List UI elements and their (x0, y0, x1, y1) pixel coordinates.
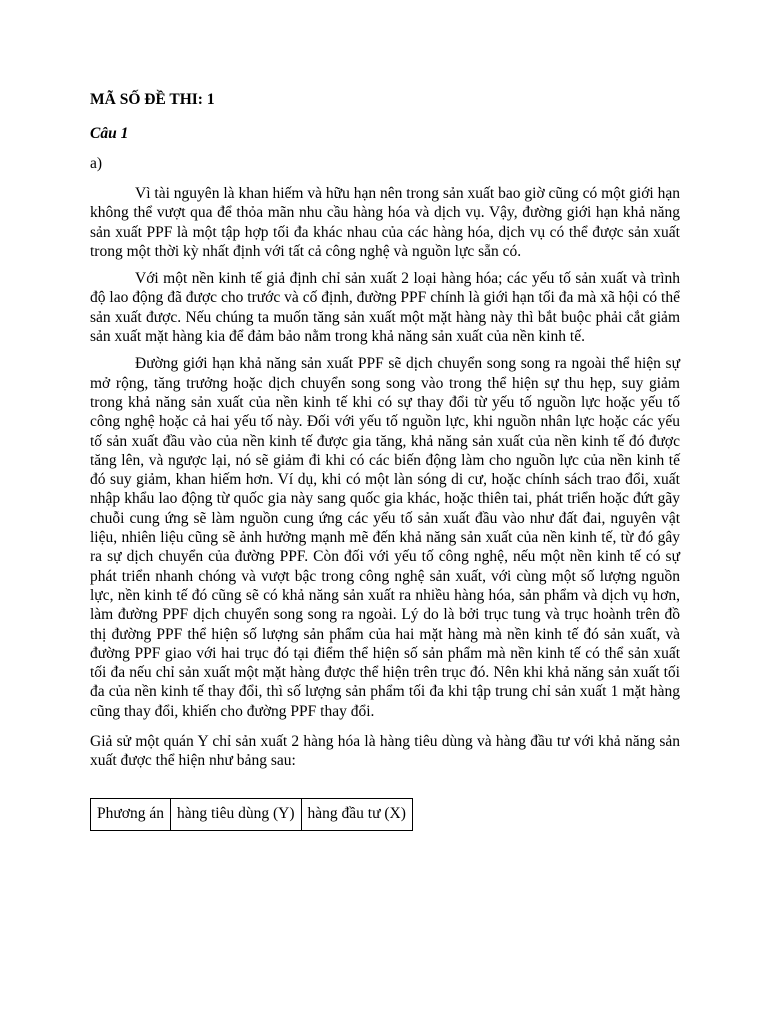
paragraph-ppf-assumption: Với một nền kinh tế giả định chỉ sản xuất 2 loại hàng hóa; các yếu tố sản xuất và trình độ lao động đã được cho trước và cố định, đường PPF chính là giới hạn tối đa mà xã hội có thể sản xuất được. Nếu chúng ta muốn tăng sản xuất một mặt hàng này thì bắt buộc phải cắt giảm sản xuất mặt hàng kia để đảm bảo nằm trong khả năng sản xuất của nền kinh tế. (90, 270, 680, 346)
paragraph-ppf-definition: Vì tài nguyên là khan hiếm và hữu hạn nên trong sản xuất bao giờ cũng có một giới hạn không thể vượt qua để thỏa mãn nhu cầu hàng hóa và dịch vụ. Vậy, đường giới hạn khả năng sản xuất PPF là một tập hợp tối đa khác nhau của các hàng hóa, dịch vụ có thể được sản xuất trong một thời kỳ nhất định với tất cả công nghệ và nguồn lực sẵn có. (90, 185, 680, 260)
table-header-cell: hàng đầu tư (X) (301, 798, 412, 830)
paragraph-example-intro: Giả sử một quán Y chỉ sản xuất 2 hàng hóa là hàng tiêu dùng và hàng đầu tư với khả năng sản xuất được thể hiện như bảng sau: (90, 733, 680, 770)
question-heading: Câu 1 (90, 125, 129, 142)
document-body (90, 90, 680, 831)
exam-code-title: MÃ SỐ ĐỀ THI: 1 (90, 91, 215, 108)
paragraph-ppf-shift: Đường giới hạn khả năng sản xuất PPF sẽ dịch chuyển song song ra ngoài thể hiện sự mở rộng, tăng trưởng hoặc dịch chuyển song song vào trong thể hiện sự thu hẹp, suy giảm trong khả năng sản xuất của nền kinh tế khi có sự thay đổi từ yếu tố nguồn lực hoặc yếu tố công nghệ hoặc cả hai yếu tố này. Đối với yếu tố nguồn lực, khi nguồn nhân lực hoặc các yếu tố sản xuất đầu vào của nền kinh tế được gia tăng, khả năng sản xuất của nền kinh tế đó được tăng lên, và ngược lại, nó sẽ giảm đi khi có các biến động làm cho nguồn lực của nền kinh tế đó suy giảm, khan hiếm hơn. Ví dụ, khi có một làn sóng di cư, hoặc chính sách trao đổi, xuất nhập khẩu lao động từ quốc gia này sang quốc gia khác, hoặc thiên tai, phát triển hoặc đứt gãy chuỗi cung ứng sẽ làm nguồn cung ứng các yếu tố sản xuất đầu vào như đất đai, nguyên vật liệu, nhiên liệu cũng sẽ ảnh hưởng mạnh mẽ đến khả năng sản xuất của nền kinh tế, từ đó gây ra sự dịch chuyển của đường PPF. Còn đối với yếu tố công nghệ, nếu một nền kinh tế có sự phát triển nhanh chóng và vượt bậc trong công nghệ sản xuất, với cùng một số lượng nguồn lực, nền kinh tế đó cũng sẽ có khả năng sản xuất ra nhiều hàng hóa, sản phẩm và dịch vụ hơn, làm đường PPF dịch chuyển song song ra ngoài. Lý do là bởi trục tung và trục hoành trên đồ thị đường PPF thể hiện số lượng sản phẩm của hai mặt hàng mà nền kinh tế đó sản xuất, và đường PPF giao với hai trục đó tại điểm thể hiện số sản phẩm mà nền kinh tế có thể sản xuất tối đa nếu chỉ sản xuất một mặt hàng được thể hiện trên trục đó. Nên khi khả năng sản xuất tối đa của nền kinh tế thay đổi, thì số lượng sản phẩm tối đa khi tập trung chỉ sản xuất 1 mặt hàng cũng thay đổi, khiến cho đường PPF thay đổi. (90, 355, 680, 720)
table-header-row (91, 798, 413, 830)
part-label: a) (90, 155, 103, 172)
table-header-cell: Phương án (91, 798, 171, 830)
table-header-cell: hàng tiêu dùng (Y) (170, 798, 301, 830)
production-options-table (90, 798, 413, 831)
